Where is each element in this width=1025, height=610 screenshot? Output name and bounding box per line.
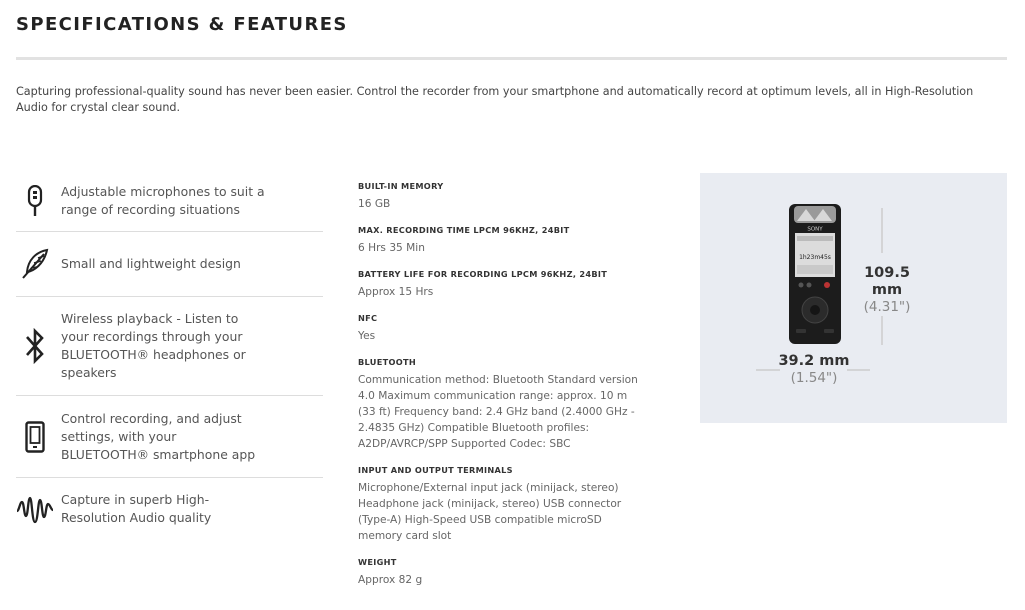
section-title: SPECIFICATIONS & FEATURES [16,14,348,35]
title-divider [16,57,1007,60]
feature-item [16,232,323,297]
specs-list [358,180,643,600]
spec-item [358,464,643,544]
feature-text: Adjustable microphones to suit a range of recording situations [61,183,265,217]
spec-label: WEIGHT [358,557,397,567]
device-display-time: 1h23m45s [799,254,831,261]
feature-item [16,478,323,540]
spec-label: BATTERY LIFE FOR RECORDING LPCM 96KHZ, 24BIT [358,269,608,279]
feature-text: Capture in superb High-Resolution Audio quality [61,492,212,525]
spec-label: BLUETOOTH [358,357,417,367]
spec-value: 6 Hrs 35 Min [358,242,425,254]
spec-value: Communication method: Bluetooth Standard version 4.0 Maximum communication range: approx. 10 m (33 ft) Frequency band: 2.4 GHz band (2.4000 GHz - 2.4835 GHz) Compatible Bluetooth profiles: A2DP/AVRCP/SPP Supported Codec: SBC [358,374,638,450]
height-mm: 109.5 mm [864,265,910,298]
width-mm: 39.2 mm [778,353,850,369]
intro-text: Capturing professional-quality sound has never been easier. Control the recorder from your smartphone and automatically record at optimum levels, all in High-Resolution Audio for crystal clear sound. [16,85,974,114]
width-dimension [776,353,852,387]
spec-item [358,268,643,300]
spec-value: Approx 82 g [358,574,423,586]
features-list [16,170,323,540]
recorder-device [789,204,841,344]
spec-label: NFC [358,313,378,323]
device-brand: SONY [807,226,823,233]
product-image-panel [700,173,1007,423]
height-dimension [847,265,927,316]
height-in: (4.31") [863,299,911,315]
feature-item [16,297,323,396]
spec-label: INPUT AND OUTPUT TERMINALS [358,465,513,475]
bluetooth-icon [16,328,54,364]
spec-item [358,224,643,256]
spec-label: BUILT-IN MEMORY [358,181,444,191]
feature-text: Wireless playback - Listen to your recordings through your BLUETOOTH® headphones or speakers [61,311,246,380]
spec-item [358,312,643,344]
spec-value: Yes [358,330,376,342]
spec-value: 16 GB [358,198,391,210]
feather-icon [16,248,54,280]
soundwave-icon [16,494,54,524]
spec-value: Microphone/External input jack (minijack, stereo) Headphone jack (minijack, stereo) USB connector (Type-A) High-Speed USB compatible microSD memory card slot [358,482,622,542]
spec-item [358,180,643,212]
smartphone-icon [16,421,54,453]
feature-item [16,396,323,478]
feature-text: Control recording, and adjust settings, with your BLUETOOTH® smartphone app [61,410,256,462]
width-in: (1.54") [790,370,838,386]
feature-text: Small and lightweight design [61,256,241,271]
microphone-icon [16,185,54,217]
spec-item [358,356,643,452]
spec-item [358,556,643,588]
spec-value: Approx 15 Hrs [358,286,434,298]
spec-label: MAX. RECORDING TIME LPCM 96KHZ, 24BIT [358,225,570,235]
feature-item [16,170,323,232]
